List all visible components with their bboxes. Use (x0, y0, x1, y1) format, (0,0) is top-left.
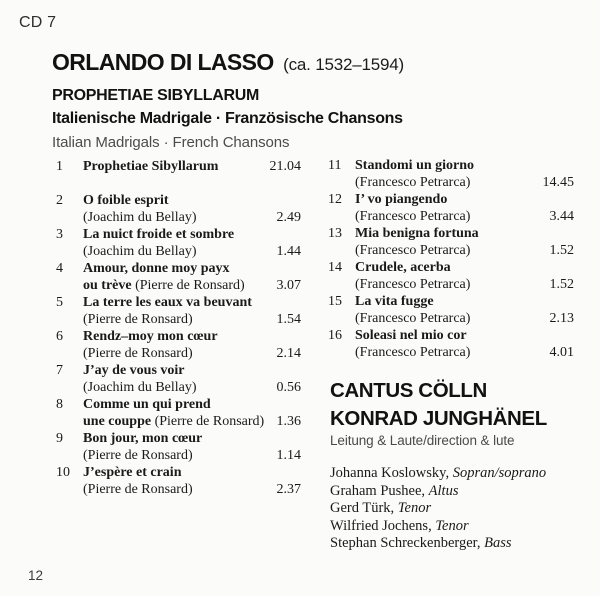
track-number: 7 (56, 363, 63, 378)
subtitle-english: Italian Madrigals · French Chansons (52, 134, 290, 151)
track-row (56, 260, 301, 294)
track-line-spacer (474, 157, 574, 174)
track-attribution: (Francesco Petrarca) (355, 311, 471, 326)
track-title: Soleasi nel mio cor (355, 328, 467, 343)
track-line (83, 430, 301, 447)
track-duration: 1.44 (276, 244, 301, 259)
track-number: 1 (56, 159, 63, 174)
track-line-spacer (245, 277, 277, 294)
track-number: 13 (328, 226, 342, 241)
performer-entry (330, 535, 547, 553)
track-line-spacer (193, 481, 277, 498)
track-row (56, 192, 301, 226)
performer-list (330, 465, 547, 553)
track-title: Mia benigna fortuna (355, 226, 479, 241)
track-attribution: (Pierre de Ronsard) (154, 414, 265, 429)
track-line-spacer (447, 191, 574, 208)
track-line (355, 225, 574, 242)
track-title: J’ay de vous voir (83, 363, 185, 378)
track-line (355, 293, 574, 310)
track-line-spacer (264, 413, 276, 430)
track-line-spacer (202, 430, 301, 447)
track-row (328, 327, 574, 361)
track-title: ou trève (83, 278, 132, 293)
track-text (355, 259, 574, 293)
track-text (83, 464, 301, 498)
track-title: Rendz–moy mon cœur (83, 329, 218, 344)
track-line (83, 379, 301, 396)
album-header (52, 49, 404, 152)
track-attribution: (Francesco Petrarca) (355, 277, 471, 292)
track-attribution: (Francesco Petrarca) (355, 175, 471, 190)
track-line (83, 413, 301, 430)
track-attribution: (Francesco Petrarca) (355, 209, 471, 224)
track-row (56, 328, 301, 362)
track-row (328, 293, 574, 327)
performer-voice: Sopran/soprano (452, 465, 547, 481)
track-line-spacer (230, 260, 301, 277)
track-number: 14 (328, 260, 342, 275)
track-line (83, 209, 301, 226)
track-line-spacer (467, 327, 574, 344)
track-line (83, 158, 301, 175)
track-line-spacer (197, 243, 277, 260)
track-line (83, 243, 301, 260)
track-line-spacer (434, 293, 574, 310)
track-title: J’espère et crain (83, 465, 182, 480)
track-attribution: (Pierre de Ronsard) (83, 312, 193, 327)
track-line (355, 259, 574, 276)
track-attribution: (Francesco Petrarca) (355, 243, 471, 258)
track-duration: 3.44 (549, 209, 574, 224)
track-line-spacer (451, 259, 574, 276)
track-number: 3 (56, 227, 63, 242)
track-number: 2 (56, 193, 63, 208)
track-attribution: (Pierre de Ronsard) (135, 278, 245, 293)
track-text (355, 157, 574, 191)
ensemble-name: CANTUS CÖLLN (330, 379, 487, 402)
track-number: 16 (328, 328, 342, 343)
performer-name: Graham Pushee, (330, 482, 426, 499)
track-title: La nuict froide et sombre (83, 227, 235, 242)
performer-name: Gerd Türk, (330, 500, 395, 517)
track-row (328, 225, 574, 259)
performer-name: Stephan Schreckenberger, (330, 535, 481, 552)
track-number: 10 (56, 465, 70, 480)
track-row (328, 191, 574, 225)
track-attribution: (Joachim du Bellay) (83, 244, 197, 259)
track-number: 11 (328, 158, 342, 173)
track-row (56, 226, 301, 260)
performer-name: Johanna Koslowsky, (330, 465, 450, 481)
track-row (56, 362, 301, 396)
track-line-spacer (197, 209, 277, 226)
track-row (328, 157, 574, 191)
track-line (83, 226, 301, 243)
director-role: Leitung & Laute/direction & lute (330, 433, 515, 448)
track-number: 15 (328, 294, 342, 309)
track-line (83, 311, 301, 328)
track-line (355, 327, 574, 344)
track-number: 9 (56, 431, 63, 446)
track-duration: 2.37 (276, 482, 301, 497)
track-line (83, 294, 301, 311)
track-line (83, 192, 301, 209)
track-text (355, 191, 574, 225)
track-title: Prophetiae Sibyllarum (83, 159, 219, 174)
track-duration: 1.14 (276, 448, 301, 463)
track-number: 4 (56, 261, 63, 276)
track-duration: 1.52 (549, 277, 574, 292)
track-text (355, 327, 574, 361)
track-line-spacer (211, 396, 301, 413)
track-title: I’ vo piangendo (355, 192, 448, 207)
track-line (83, 447, 301, 464)
track-line (355, 174, 574, 191)
track-attribution: (Pierre de Ronsard) (83, 346, 193, 361)
track-text (83, 328, 301, 362)
track-duration: 2.13 (549, 311, 574, 326)
track-duration: 1.36 (276, 414, 301, 429)
track-line (83, 345, 301, 362)
track-line-spacer (470, 208, 549, 225)
track-line-spacer (169, 192, 301, 209)
track-title: La terre les eaux va beuvant (83, 295, 252, 310)
track-line-spacer (252, 294, 301, 311)
track-title: une couppe (83, 414, 152, 429)
track-title: Standomi un giorno (355, 158, 475, 173)
track-number: 5 (56, 295, 63, 310)
track-row (56, 396, 301, 430)
track-line (355, 191, 574, 208)
performer-entry (330, 483, 547, 501)
track-line-spacer (193, 447, 277, 464)
track-duration: 1.52 (549, 243, 574, 258)
track-line-spacer (470, 174, 542, 191)
composer-line (52, 49, 404, 79)
cd-label: CD 7 (19, 14, 57, 31)
track-line (355, 157, 574, 174)
track-text (355, 225, 574, 259)
track-duration: 14.45 (542, 175, 574, 190)
track-text (83, 260, 301, 294)
track-line-spacer (185, 362, 302, 379)
track-duration: 2.14 (276, 346, 301, 361)
track-title: Comme un qui prend (83, 397, 211, 412)
composer-name: ORLANDO DI LASSO (52, 49, 274, 75)
track-line (83, 481, 301, 498)
tracklist-left-column (56, 158, 301, 498)
performer-voice: Tenor (397, 500, 432, 517)
track-duration: 3.07 (276, 278, 301, 293)
track-line-spacer (470, 344, 549, 361)
track-line (83, 328, 301, 345)
track-line (355, 276, 574, 293)
track-line-spacer (197, 379, 277, 396)
track-text (83, 362, 301, 396)
performer-voice: Bass (484, 535, 512, 552)
performer-entry (330, 465, 547, 483)
track-line-spacer (470, 276, 549, 293)
page-number: 12 (28, 568, 44, 583)
ensemble-block (330, 377, 547, 553)
track-line-spacer (218, 328, 301, 345)
performer-entry (330, 518, 547, 536)
track-line (83, 464, 301, 481)
track-title: O foible esprit (83, 193, 169, 208)
track-row (56, 464, 301, 498)
track-line-spacer (470, 310, 549, 327)
track-text (83, 294, 301, 328)
track-duration: 2.49 (276, 210, 301, 225)
track-line (355, 344, 574, 361)
tracklist-right-column (328, 157, 574, 361)
track-line-spacer (193, 345, 277, 362)
performer-name: Wilfried Jochens, (330, 517, 432, 534)
performer-entry (330, 500, 547, 518)
track-line-spacer (479, 225, 574, 242)
track-attribution: (Pierre de Ronsard) (83, 482, 193, 497)
track-line (83, 277, 301, 294)
track-title: Amour, donne moy payx (83, 261, 230, 276)
track-title: Bon jour, mon cœur (83, 431, 203, 446)
track-line-spacer (193, 311, 277, 328)
track-text (83, 226, 301, 260)
track-line (83, 396, 301, 413)
track-row (56, 430, 301, 464)
track-duration: 4.01 (549, 345, 574, 360)
track-number: 6 (56, 329, 63, 344)
performer-voice: Altus (428, 482, 459, 499)
track-row (328, 259, 574, 293)
track-text (83, 396, 301, 430)
track-text (83, 192, 301, 226)
director-name: KONRAD JUNGHÄNEL (330, 407, 547, 430)
track-line-spacer (218, 158, 269, 175)
track-duration: 0.56 (276, 380, 301, 395)
track-row (56, 158, 301, 175)
track-line-spacer (181, 464, 301, 481)
track-line (355, 310, 574, 327)
work-title: PROPHETIAE SIBYLLARUM (52, 87, 260, 104)
track-text (83, 430, 301, 464)
track-line (355, 208, 574, 225)
track-text (355, 293, 574, 327)
track-title: La vita fugge (355, 294, 434, 309)
track-duration: 1.54 (276, 312, 301, 327)
track-attribution: (Joachim du Bellay) (83, 380, 197, 395)
track-title: Crudele, acerba (355, 260, 451, 275)
subtitle-german: Italienische Madrigale · Französische Chansons (52, 110, 403, 127)
track-attribution: (Joachim du Bellay) (83, 210, 197, 225)
composer-dates: (ca. 1532–1594) (283, 55, 404, 74)
track-duration: 21.04 (269, 159, 301, 174)
track-attribution: (Francesco Petrarca) (355, 345, 471, 360)
track-line (355, 242, 574, 259)
performer-voice: Tenor (435, 517, 469, 534)
track-line-spacer (470, 242, 549, 259)
track-line-spacer (234, 226, 301, 243)
track-line (83, 260, 301, 277)
track-line (83, 362, 301, 379)
track-text (83, 158, 301, 175)
track-number: 8 (56, 397, 63, 412)
track-number: 12 (328, 192, 342, 207)
track-row (56, 294, 301, 328)
track-attribution: (Pierre de Ronsard) (83, 448, 193, 463)
